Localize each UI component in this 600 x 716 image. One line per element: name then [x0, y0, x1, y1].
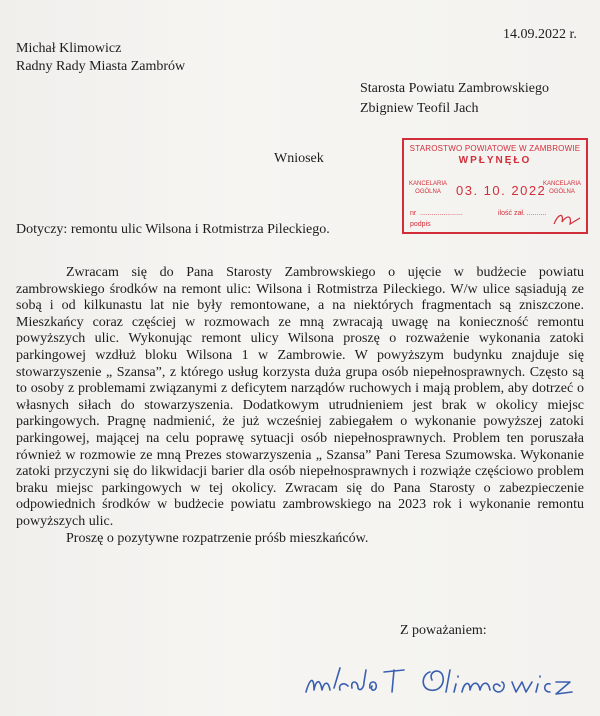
- document-title: Wniosek: [274, 151, 324, 166]
- sender-role: Radny Rady Miasta Zambrów: [16, 59, 186, 74]
- recipient-block: [360, 79, 549, 119]
- stamp-left-label: KANCELARIA OGÓLNA: [408, 181, 447, 195]
- handwritten-signature: [300, 658, 590, 714]
- stamp-nr-label: nr: [410, 210, 417, 217]
- stamp-date: 03. 10. 2022: [456, 183, 547, 198]
- sender-block: [16, 40, 185, 76]
- letter-date: 14.09.2022 r.: [503, 27, 577, 42]
- letter-body: [16, 265, 584, 547]
- body-paragraph-1: Zwracam się do Pana Starosty Zambrowskiego o ujęcie w budżecie powiatu zambrowskiego środków na remont ulic: Wilsona i Rotmistrza Pileckiego. W/w ulice sąsiadują ze sobą i od kilkunastu lat nie były remontowane, a na niektórych fragmentach są zniszczone. Mieszkańcy coraz częściej w rozmowach ze mną zwracają uwagę na konieczność remontu powyższych ulic. Wykonując remont ulicy Wilsona proszę o rozważenie wykonania zatoki parkingowej wzdłuż bloku Wilsona 1 w Zambrowie. W powyższym budynku znajduje się stowarzyszenie „ Szansa”, z którego usług korzysta duża grupa osób niepełnosprawnych. Często są to osoby z problemami związanymi z deficytem narządów ruchowych i mają problem, aby dotrzeć o własnych siłach do stowarzyszenia. Dodatkowym utrudnieniem jest brak w okolicy miejsc parkingowych. Pragnę nadmienić, że już wcześniej zabiegałem o wykonanie powyższej zatoki parkingowej, mającej na celu poprawę sytuacji osób niepełnosprawnych. Problem ten poruszała również w rozmowie ze mną Prezes stowarzyszenia „ Szansa” Pani Teresa Szumowska. Wykonanie zatoki przyczyni się do likwidacji barier dla osób niepełnosprawnych i rozwiąże częściowo problem braku miejsc parkingowych w tej okolicy. Zwracam się do Pana Starosty o zabezpieczenie odpowiednich środków w budżecie powiatu zambrowskiego na 2023 rok i wykonanie remontu powyższych ulic.: [16, 265, 584, 529]
- recipient-title: Starosta Powiatu Zambrowskiego: [360, 81, 549, 96]
- stamp-attachments-label: ilość zał. ..........: [498, 210, 547, 217]
- recipient-name: Zbigniew Teofil Jach: [360, 101, 479, 116]
- stamp-nr-field: ......................: [420, 210, 463, 217]
- stamp-right-label: KANCELARIA OGÓLNA: [542, 181, 581, 195]
- letter-subject: Dotyczy: remontu ulic Wilsona i Rotmistrza Pileckiego.: [16, 222, 330, 237]
- sender-name: Michał Klimowicz: [16, 41, 122, 56]
- stamp-office-name: STAROSTWO POWIATOWE W ZAMBROWIE: [409, 144, 581, 153]
- stamp-received-label: WPŁYNĘŁO: [458, 155, 532, 166]
- stamp-initials-scribble: [404, 140, 590, 236]
- closing-salutation: Z poważaniem:: [400, 623, 487, 638]
- body-paragraph-2: Proszę o pozytywne rozpatrzenie próśb mieszkańców.: [66, 530, 369, 546]
- stamp-signature-label: podpis: [410, 221, 431, 228]
- received-stamp: [402, 138, 588, 234]
